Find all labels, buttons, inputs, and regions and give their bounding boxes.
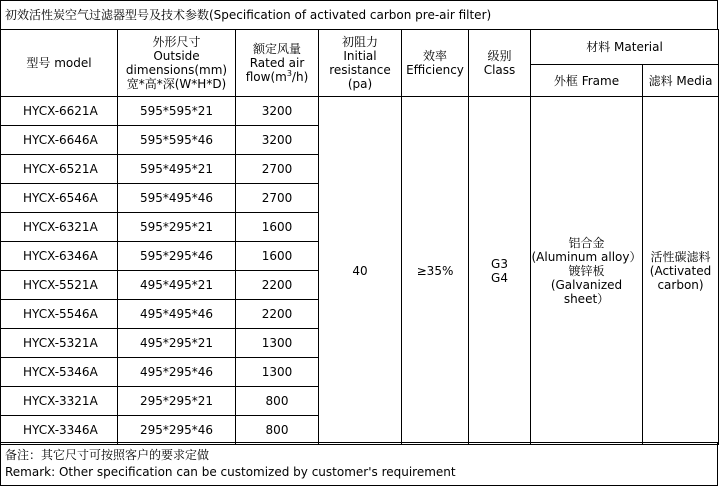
table-row [1, 97, 719, 126]
header-frame: 外框 Frame [531, 65, 643, 97]
header-class: 级别 Class [469, 30, 531, 97]
remark-en: Remark: Other specification can be customized by customer's requirement [5, 465, 456, 479]
cell-dimensions: 495*295*46 [118, 358, 236, 387]
cell-airflow: 2200 [236, 300, 319, 329]
table-title: 初效活性炭空气过滤器型号及技术参数(Specification of activated carbon pre-air filter) [0, 0, 718, 29]
cell-dimensions: 595*495*46 [118, 184, 236, 213]
cell-model: HYCX-5321A [1, 329, 118, 358]
cell-dimensions: 495*495*46 [118, 300, 236, 329]
header-row-1 [1, 30, 719, 65]
cell-model: HYCX-6646A [1, 126, 118, 155]
cell-model: HYCX-6521A [1, 155, 118, 184]
cell-dimensions: 495*495*21 [118, 271, 236, 300]
cell-dimensions: 595*595*46 [118, 126, 236, 155]
cell-class: G3 G4 [469, 97, 531, 445]
cell-model: HYCX-3346A [1, 416, 118, 445]
cell-airflow: 800 [236, 387, 319, 416]
cell-airflow: 1600 [236, 242, 319, 271]
cell-dimensions: 295*295*21 [118, 387, 236, 416]
header-airflow: 额定风量 Rated air $flow(m^3/h)$ [236, 30, 319, 97]
cell-dimensions: 595*495*21 [118, 155, 236, 184]
header-model: 型号 model [1, 30, 118, 97]
cell-dimensions: 595*295*21 [118, 213, 236, 242]
cell-airflow: 3200 [236, 126, 319, 155]
cell-airflow: 3200 [236, 97, 319, 126]
cell-model: HYCX-6621A [1, 97, 118, 126]
cell-airflow: 2200 [236, 271, 319, 300]
spec-table [0, 29, 719, 445]
cell-frame: 铝合金 (Aluminum alloy） 镀锌板 (Galvanized sheet） [531, 97, 643, 445]
cell-resistance: 40 [319, 97, 402, 445]
cell-airflow: 2700 [236, 184, 319, 213]
cell-model: HYCX-6546A [1, 184, 118, 213]
table-body [1, 97, 719, 445]
cell-airflow: 1600 [236, 213, 319, 242]
cell-model: HYCX-3321A [1, 387, 118, 416]
cell-dimensions: 295*295*46 [118, 416, 236, 445]
header-resistance: 初阻力 Initial resistance (pa) [319, 30, 402, 97]
header-efficiency: 效率 Efficiency [402, 30, 469, 97]
header-material: 材料 Material [531, 30, 719, 65]
cell-model: HYCX-6321A [1, 213, 118, 242]
header-media: 滤料 Media [643, 65, 719, 97]
cell-airflow: 2700 [236, 155, 319, 184]
cell-dimensions: 595*595*21 [118, 97, 236, 126]
cell-model: HYCX-5521A [1, 271, 118, 300]
remarks [0, 442, 718, 486]
cell-media: 活性碳滤料 (Activated carbon) [643, 97, 719, 445]
cell-airflow: 800 [236, 416, 319, 445]
cell-dimensions: 495*295*21 [118, 329, 236, 358]
cell-model: HYCX-6346A [1, 242, 118, 271]
cell-efficiency: ≥35% [402, 97, 469, 445]
cell-dimensions: 595*295*46 [118, 242, 236, 271]
cell-airflow: 1300 [236, 358, 319, 387]
cell-model: HYCX-5546A [1, 300, 118, 329]
cell-airflow: 1300 [236, 329, 319, 358]
remark-cn: 备注：其它尺寸可按照客户的要求定做 [5, 448, 210, 462]
header-dimensions: 外形尺寸 Outside dimensions(mm) 宽*高*深(W*H*D) [118, 30, 236, 97]
cell-model: HYCX-5346A [1, 358, 118, 387]
